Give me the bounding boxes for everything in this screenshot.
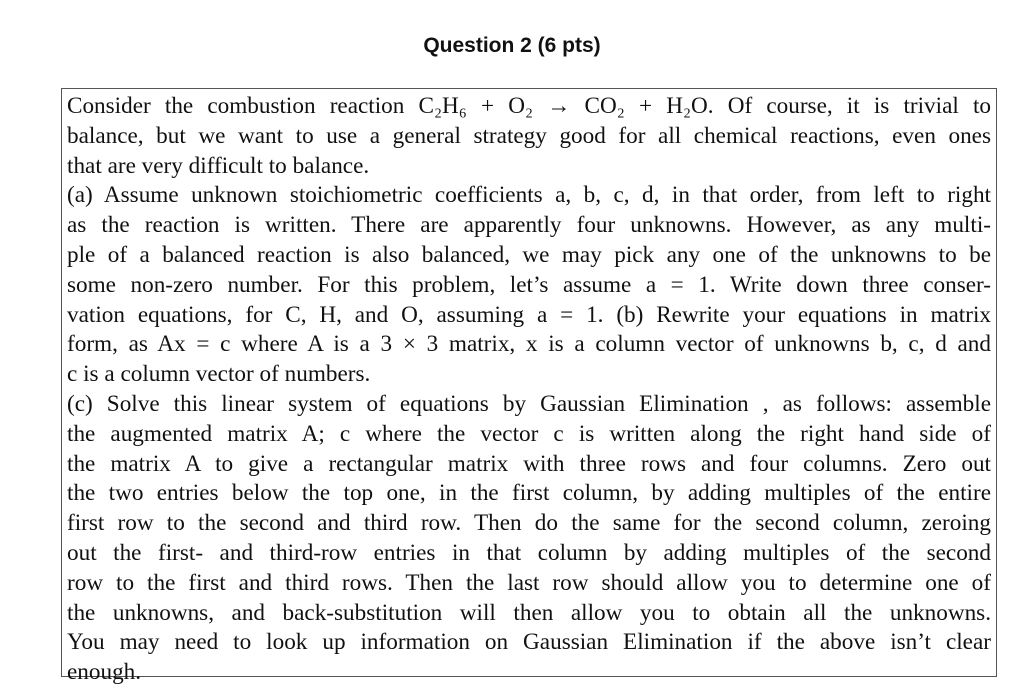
text-line: the augmented matrix A; c where the vector c is written along the right hand side of — [67, 420, 991, 447]
text-line: (c) Solve this linear system of equations by Gaussian Elimination , as follows: assemble — [67, 390, 991, 417]
intro-paragraph — [67, 92, 991, 181]
part-c-paragraph — [67, 390, 991, 688]
text-line: as the reaction is written. There are apparently four unknowns. However, as any multi- — [67, 212, 991, 239]
text-line: out the first- and third-row entries in that column by adding multiples of the second — [67, 539, 991, 566]
part-a-paragraph — [67, 181, 991, 390]
text-line: balance, but we want to use a general strategy good for all chemical reactions, even ones — [67, 122, 991, 149]
text-line: enough. — [67, 659, 142, 686]
text-line: the matrix A to give a rectangular matrix with three rows and four columns. Zero out — [67, 450, 991, 477]
text-line: c is a column vector of numbers. — [67, 361, 371, 388]
text-line: form, as Ax = c where A is a 3 × 3 matrix, x is a column vector of unknowns b, c, d and — [67, 331, 991, 358]
text-line: the two entries below the top one, in the first column, by adding multiples of the entire — [67, 480, 991, 507]
text-line: ple of a balanced reaction is also balanced, we may pick any one of the unknowns to be — [67, 241, 991, 268]
text-line: row to the first and third rows. Then the last row should allow you to determine one of — [67, 569, 991, 596]
text-line: the unknowns, and back-substitution will then allow you to obtain all the unknowns. — [67, 599, 991, 626]
text-line: some non-zero number. For this problem, let’s assume a = 1. Write down three conser- — [67, 271, 991, 298]
text-line: vation equations, for C, H, and O, assuming a = 1. (b) Rewrite your equations in matrix — [67, 301, 991, 328]
text-line: first row to the second and third row. Then do the same for the second column, zeroing — [67, 510, 991, 537]
text-line: (a) Assume unknown stoichiometric coefficients a, b, c, d, in that order, from left to right — [67, 182, 991, 209]
text-line: that are very difficult to balance. — [67, 152, 370, 179]
question-body — [67, 92, 991, 688]
question-title: Question 2 (6 pts) — [423, 34, 601, 57]
text-line: You may need to look up information on Gaussian Elimination if the above isn’t clear — [67, 629, 991, 656]
text-line: Consider the combustion reaction C₂H₆ + O₂ → CO₂ + H₂O. Of course, it is trivial to — [67, 93, 991, 119]
